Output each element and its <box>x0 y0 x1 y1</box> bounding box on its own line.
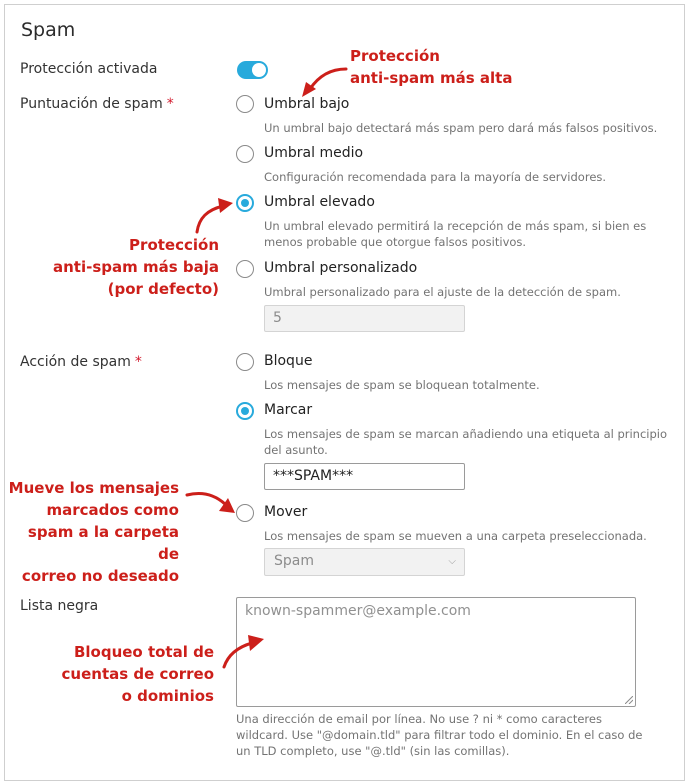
arrow-move-icon <box>185 489 237 515</box>
spam-folder-select[interactable] <box>264 548 465 576</box>
annotation-low-line1: Protección <box>129 236 219 254</box>
option-threshold-medium-desc: Configuración recomendada para la mayoría de servidores. <box>264 170 607 184</box>
annotation-blacklist-line1: Bloqueo total de <box>73 643 214 661</box>
annotation-high-line2: anti-spam más alta <box>350 69 513 87</box>
section-title: Spam <box>21 19 76 41</box>
spam-action-label-text: Acción de spam <box>20 354 131 370</box>
option-action-mark-desc-2: del asunto. <box>264 443 328 457</box>
arrow-blacklist-icon <box>220 633 266 671</box>
resize-grip-icon[interactable] <box>625 696 633 704</box>
option-threshold-custom-label[interactable]: Umbral personalizado <box>264 260 418 276</box>
annotation-move-line3: spam a la carpeta de <box>27 523 179 563</box>
annotation-low-protection <box>53 234 219 300</box>
annotation-low-line3: (por defecto) <box>107 280 219 298</box>
radio-action-move[interactable] <box>236 504 254 522</box>
option-threshold-high-label[interactable]: Umbral elevado <box>264 194 375 210</box>
custom-threshold-input[interactable]: 5 <box>264 305 465 332</box>
spam-score-label <box>20 96 174 112</box>
spam-settings-panel <box>4 4 685 781</box>
required-mark: * <box>166 96 174 112</box>
blacklist-textarea[interactable] <box>236 597 636 707</box>
radio-action-mark[interactable] <box>236 402 254 420</box>
annotation-blacklist <box>62 641 214 707</box>
annotation-blacklist-line3: o dominios <box>121 687 214 705</box>
annotation-move <box>5 477 179 587</box>
option-action-move-desc: Los mensajes de spam se mueven a una carpeta preseleccionada. <box>264 529 647 543</box>
annotation-move-line4: correo no deseado <box>21 567 179 585</box>
spam-folder-value: Spam <box>274 553 314 569</box>
option-threshold-low-label[interactable]: Umbral bajo <box>264 96 350 112</box>
option-threshold-low-desc: Un umbral bajo detectará más spam pero dará más falsos positivos. <box>264 121 658 135</box>
option-action-block-desc: Los mensajes de spam se bloquean totalmente. <box>264 378 540 392</box>
annotation-blacklist-line2: cuentas de correo <box>61 665 214 683</box>
annotation-low-line2: anti-spam más baja <box>52 258 219 276</box>
radio-action-block[interactable] <box>236 353 254 371</box>
radio-threshold-low[interactable] <box>236 95 254 113</box>
spam-tag-input[interactable]: ***SPAM*** <box>264 463 465 490</box>
option-action-move-label[interactable]: Mover <box>264 504 308 520</box>
blacklist-help-3: un TLD completo, use "@.tld" (sin las comillas). <box>236 744 510 758</box>
option-threshold-high-desc-2: menos probable que otorgue falsos positivos. <box>264 235 527 249</box>
radio-threshold-medium[interactable] <box>236 145 254 163</box>
annotation-move-line2: marcados como <box>46 501 179 519</box>
blacklist-placeholder: known-spammer@example.com <box>245 603 471 619</box>
option-action-mark-label[interactable]: Marcar <box>264 402 313 418</box>
annotation-move-line1: Mueve los mensajes <box>8 479 179 497</box>
annotation-high-line1: Protección <box>350 47 440 65</box>
required-mark: * <box>134 354 142 370</box>
protection-label: Protección activada <box>20 61 158 77</box>
arrow-high-icon <box>300 63 350 97</box>
option-threshold-medium-label[interactable]: Umbral medio <box>264 145 364 161</box>
blacklist-help-2: wildcard. Use "@domain.tld" para filtrar todo el dominio. En el caso de <box>236 728 643 742</box>
spam-action-label <box>20 354 142 370</box>
blacklist-label: Lista negra <box>20 598 99 614</box>
blacklist-help-1: Una dirección de email por línea. No use ? ni * como caracteres <box>236 712 602 726</box>
protection-toggle[interactable] <box>237 61 268 79</box>
option-threshold-custom-desc: Umbral personalizado para el ajuste de la detección de spam. <box>264 285 621 299</box>
radio-threshold-custom[interactable] <box>236 260 254 278</box>
radio-threshold-high[interactable] <box>236 194 254 212</box>
toggle-knob <box>252 63 266 77</box>
option-threshold-high-desc-1: Un umbral elevado permitirá la recepción de más spam, si bien es <box>264 219 647 233</box>
option-action-mark-desc-1: Los mensajes de spam se marcan añadiendo una etiqueta al principio <box>264 427 668 441</box>
option-action-block-label[interactable]: Bloque <box>264 353 313 369</box>
chevron-down-icon: ⌵ <box>448 556 456 567</box>
arrow-low-icon <box>193 196 235 236</box>
annotation-high-protection <box>350 45 512 89</box>
spam-score-label-text: Puntuación de spam <box>20 96 163 112</box>
